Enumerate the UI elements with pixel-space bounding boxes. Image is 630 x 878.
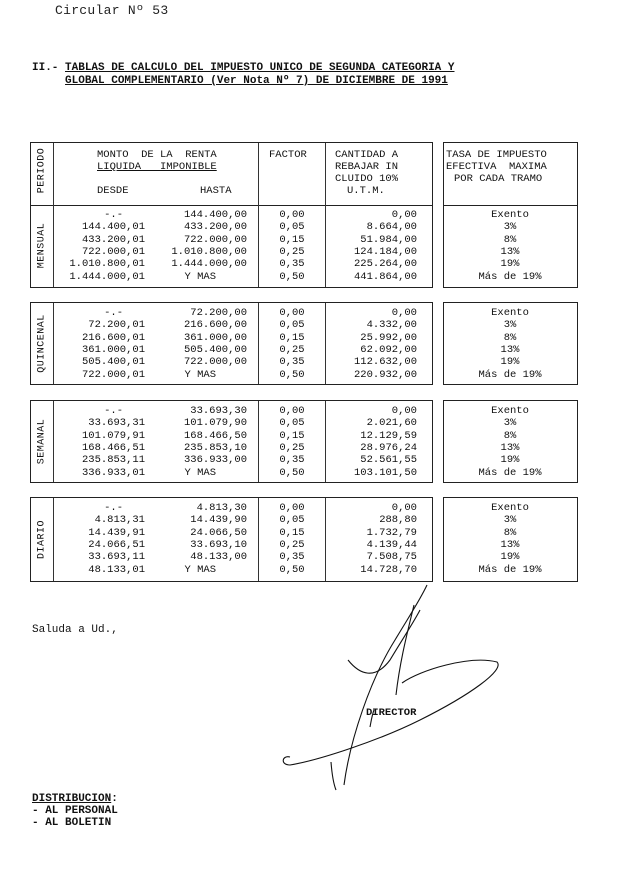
cell-tasa: 8% xyxy=(503,526,517,539)
cell-factor: 0,25 xyxy=(279,343,305,356)
distribution-item: - AL BOLETIN xyxy=(32,817,112,829)
cell-factor: 0,15 xyxy=(279,429,305,442)
cell-factor: 0,25 xyxy=(279,245,305,258)
cell-tasa: 3% xyxy=(503,417,517,430)
cell-factor: 0,00 xyxy=(279,502,305,514)
closing-greeting: Saluda a Ud., xyxy=(32,624,118,636)
cell-desde: 14.439,91 xyxy=(88,526,145,539)
cell-hasta: 216.600,00 xyxy=(183,319,247,332)
cell-factor: 0,05 xyxy=(279,319,305,332)
cell-cantidad: 14.728,70 xyxy=(360,563,417,576)
distribution-colon: : xyxy=(111,793,118,805)
col-header-cantidad-line4: U.T.M. xyxy=(347,185,385,197)
cell-desde: -.- xyxy=(104,405,123,417)
cell-tasa: 8% xyxy=(503,331,517,344)
cell-hasta: 4.813,30 xyxy=(196,502,247,514)
cell-tasa: Más de 19% xyxy=(478,270,542,283)
cell-cantidad: 2.021,60 xyxy=(366,417,417,430)
cell-desde: -.- xyxy=(104,209,123,221)
cell-factor: 0,35 xyxy=(279,551,305,564)
periodo-label: DIARIO xyxy=(36,519,48,559)
cell-hasta: 48.133,00 xyxy=(190,551,247,564)
cell-hasta: 336.933,00 xyxy=(183,454,247,467)
col-header-desde: DESDE xyxy=(97,185,129,197)
cell-desde: 361.000,01 xyxy=(81,343,145,356)
cell-cantidad: 4.139,44 xyxy=(366,538,417,551)
cell-factor: 0,15 xyxy=(279,233,305,246)
periodo-label: QUINCENAL xyxy=(36,313,48,373)
cell-cantidad: 288,80 xyxy=(379,514,417,527)
cell-cantidad: 51.984,00 xyxy=(360,233,417,246)
cell-hasta: 33.693,30 xyxy=(190,405,247,417)
cell-cantidad: 0,00 xyxy=(391,209,417,221)
col-header-tasa-line2: EFECTIVA MAXIMA xyxy=(446,161,547,173)
cell-factor: 0,50 xyxy=(279,368,305,381)
cell-cantidad: 1.732,79 xyxy=(366,526,417,539)
cell-desde: 433.200,01 xyxy=(81,233,145,246)
cell-tasa: 3% xyxy=(503,514,517,527)
cell-tasa: 8% xyxy=(503,429,517,442)
signatory-title: DIRECTOR xyxy=(366,707,417,719)
cell-factor: 0,25 xyxy=(279,538,305,551)
cell-hasta: 505.400,00 xyxy=(183,343,247,356)
cell-desde: 216.600,01 xyxy=(81,331,145,344)
cell-factor: 0,00 xyxy=(279,405,305,417)
cell-factor: 0,05 xyxy=(279,514,305,527)
cell-tasa: 3% xyxy=(503,319,517,332)
cell-factor: 0,35 xyxy=(279,356,305,369)
cell-factor: 0,50 xyxy=(279,466,305,479)
cell-desde: 235.853,11 xyxy=(81,454,145,467)
cell-hasta: 101.079,90 xyxy=(183,417,247,430)
cell-tasa: Más de 19% xyxy=(478,466,542,479)
cell-factor: 0,15 xyxy=(279,331,305,344)
col-header-hasta: HASTA xyxy=(200,185,232,197)
cell-hasta: 1.010.800,00 xyxy=(171,245,247,258)
cell-cantidad: 0,00 xyxy=(391,307,417,319)
cell-hasta: 1.444.000,00 xyxy=(171,258,247,271)
section-number: II.- xyxy=(32,62,59,74)
col-header-tasa-line1: TASA DE IMPUESTO xyxy=(446,149,547,161)
cell-tasa: 13% xyxy=(500,538,520,551)
cell-tasa: Exento xyxy=(491,405,529,417)
cell-tasa: 19% xyxy=(500,454,520,467)
cell-cantidad: 25.992,00 xyxy=(360,331,417,344)
cell-factor: 0,35 xyxy=(279,258,305,271)
cell-cantidad: 28.976,24 xyxy=(360,441,417,454)
cell-cantidad: 0,00 xyxy=(391,502,417,514)
cell-cantidad: 112.632,00 xyxy=(353,356,417,369)
cell-tasa: Exento xyxy=(491,307,529,319)
cell-factor: 0,50 xyxy=(279,270,305,283)
cell-tasa: 13% xyxy=(500,441,520,454)
cell-tasa: Exento xyxy=(491,502,529,514)
col-header-cantidad-line2: REBAJAR IN xyxy=(335,161,399,173)
cell-tasa: 3% xyxy=(503,221,517,234)
cell-tasa: 19% xyxy=(500,356,520,369)
title-line-2: GLOBAL COMPLEMENTARIO (Ver Nota Nº 7) DE DICIEMBRE DE 1991 xyxy=(65,75,448,87)
cell-desde: 1.010.800,01 xyxy=(69,258,145,271)
signature-stroke-5 xyxy=(331,762,336,790)
cell-tasa: 19% xyxy=(500,551,520,564)
circular-number: Circular Nº 53 xyxy=(55,3,169,18)
cell-cantidad: 220.932,00 xyxy=(353,368,417,381)
cell-desde: 24.066,51 xyxy=(88,538,145,551)
col-header-monto-line2: LIQUIDA IMPONIBLE xyxy=(97,161,217,173)
cell-cantidad: 124.184,00 xyxy=(353,245,417,258)
cell-desde: -.- xyxy=(104,502,123,514)
cell-cantidad: 441.864,00 xyxy=(353,270,417,283)
signature-stroke-2 xyxy=(348,610,420,673)
cell-hasta: 235.853,10 xyxy=(183,441,247,454)
cell-desde: 168.466,51 xyxy=(81,441,145,454)
cell-factor: 0,50 xyxy=(279,563,305,576)
cell-hasta: Y MAS xyxy=(184,466,216,479)
cell-hasta: Y MAS xyxy=(184,563,216,576)
cell-cantidad: 62.092,00 xyxy=(360,343,417,356)
col-header-monto-line1: MONTO DE LA RENTA xyxy=(97,149,217,161)
cell-desde: 101.079,91 xyxy=(81,429,145,442)
distribution-block xyxy=(32,793,118,829)
cell-factor: 0,15 xyxy=(279,526,305,539)
cell-factor: 0,25 xyxy=(279,441,305,454)
cell-desde: 48.133,01 xyxy=(88,563,145,576)
col-header-factor: FACTOR xyxy=(269,149,307,161)
cell-desde: 1.444.000,01 xyxy=(69,270,145,283)
cell-hasta: 14.439,90 xyxy=(190,514,247,527)
cell-desde: 144.400,01 xyxy=(81,221,145,234)
cell-factor: 0,00 xyxy=(279,209,305,221)
cell-desde: -.- xyxy=(104,307,123,319)
col-header-cantidad-line3: CLUIDO 10% xyxy=(335,173,399,185)
cell-hasta: 72.200,00 xyxy=(190,307,247,319)
cell-desde: 505.400,01 xyxy=(81,356,145,369)
cell-tasa: 8% xyxy=(503,233,517,246)
cell-cantidad: 103.101,50 xyxy=(353,466,417,479)
cell-factor: 0,05 xyxy=(279,417,305,430)
cell-factor: 0,05 xyxy=(279,221,305,234)
cell-desde: 722.000,01 xyxy=(81,245,145,258)
cell-desde: 4.813,31 xyxy=(94,514,145,527)
cell-desde: 722.000,01 xyxy=(81,368,145,381)
periodo-label: SEMANAL xyxy=(36,418,48,464)
title-line-1: TABLAS DE CALCULO DEL IMPUESTO UNICO DE SEGUNDA CATEGORIA Y xyxy=(65,62,455,74)
distribution-label: DISTRIBUCION xyxy=(32,793,112,805)
col-header-tasa-line3: POR CADA TRAMO xyxy=(454,173,543,185)
cell-cantidad: 4.332,00 xyxy=(366,319,417,332)
cell-cantidad: 0,00 xyxy=(391,405,417,417)
cell-hasta: 722.000,00 xyxy=(183,356,247,369)
cell-tasa: Exento xyxy=(491,209,529,221)
cell-desde: 72.200,01 xyxy=(88,319,145,332)
cell-hasta: 361.000,00 xyxy=(183,331,247,344)
distribution-item: - AL PERSONAL xyxy=(32,805,118,817)
cell-tasa: Más de 19% xyxy=(478,368,542,381)
cell-hasta: Y MAS xyxy=(184,368,216,381)
cell-desde: 336.933,01 xyxy=(81,466,145,479)
cell-tasa: Más de 19% xyxy=(478,563,542,576)
cell-cantidad: 52.561,55 xyxy=(360,454,417,467)
cell-desde: 33.693,11 xyxy=(88,551,145,564)
cell-cantidad: 7.508,75 xyxy=(366,551,417,564)
cell-hasta: 144.400,00 xyxy=(183,209,247,221)
signature-stroke-1 xyxy=(344,585,427,785)
cell-tasa: 13% xyxy=(500,343,520,356)
periodo-label: MENSUAL xyxy=(36,222,48,268)
cell-hasta: Y MAS xyxy=(184,270,216,283)
cell-cantidad: 225.264,00 xyxy=(353,258,417,271)
cell-factor: 0,35 xyxy=(279,454,305,467)
cell-hasta: 168.466,50 xyxy=(183,429,247,442)
cell-hasta: 24.066,50 xyxy=(190,526,247,539)
cell-tasa: 19% xyxy=(500,258,520,271)
cell-desde: 33.693,31 xyxy=(88,417,145,430)
cell-factor: 0,00 xyxy=(279,307,305,319)
col-header-periodo: PERIODO xyxy=(36,147,48,194)
cell-hasta: 433.200,00 xyxy=(183,221,247,234)
cell-tasa: 13% xyxy=(500,245,520,258)
cell-cantidad: 12.129,59 xyxy=(360,429,417,442)
cell-hasta: 722.000,00 xyxy=(183,233,247,246)
cell-cantidad: 8.664,00 xyxy=(366,221,417,234)
col-header-cantidad-line1: CANTIDAD A xyxy=(335,149,399,161)
cell-hasta: 33.693,10 xyxy=(190,538,247,551)
